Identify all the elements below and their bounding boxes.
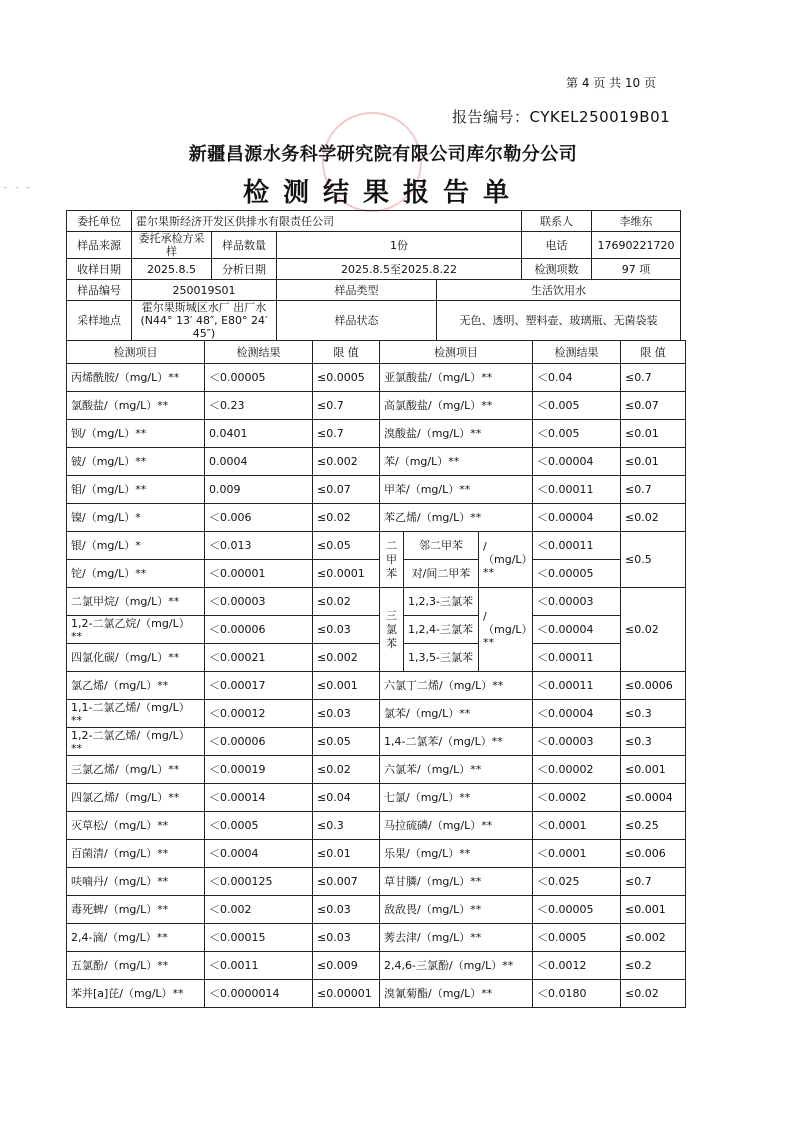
right-result: ＜0.00003 — [533, 728, 621, 756]
left-item: 钼/（mg/L）** — [67, 476, 205, 504]
right-limit: ≤0.001 — [621, 896, 686, 924]
left-limit: ≤0.05 — [313, 532, 380, 560]
left-limit: ≤0.02 — [313, 504, 380, 532]
left-item: 氯酸盐/（mg/L）** — [67, 392, 205, 420]
left-result: ＜0.00021 — [205, 644, 313, 672]
right-limit: ≤0.25 — [621, 812, 686, 840]
source-value: 委托承检方采样 — [132, 232, 212, 259]
left-limit: ≤0.002 — [313, 448, 380, 476]
left-result: ＜0.00005 — [205, 364, 313, 392]
org-name: 新疆昌源水务科学研究院有限公司库尔勒分公司 — [188, 144, 578, 165]
left-result: ＜0.00017 — [205, 672, 313, 700]
tcb-item: 1,2,4-三氯苯 — [404, 616, 479, 644]
qty-label: 样品数量 — [212, 232, 277, 259]
tcb-item: 1,3,5-三氯苯 — [404, 644, 479, 672]
left-item: 五氯酚/（mg/L）** — [67, 952, 205, 980]
type-value: 生活饮用水 — [437, 280, 681, 301]
right-item: 马拉硫磷/（mg/L）** — [380, 812, 533, 840]
left-item: 1,2-二氯乙烷/（mg/L）** — [67, 616, 205, 644]
right-result: ＜0.005 — [533, 420, 621, 448]
right-result: ＜0.0005 — [533, 924, 621, 952]
right-limit: ≤0.7 — [621, 364, 686, 392]
sampleno-value: 250019S01 — [132, 280, 277, 301]
phone-value: 17690221720 — [592, 232, 681, 259]
right-limit: ≤0.3 — [621, 700, 686, 728]
state-label: 样品状态 — [277, 301, 437, 341]
right-result: ＜0.00005 — [533, 896, 621, 924]
xylene-item: 对/间二甲苯 — [404, 560, 479, 588]
col-item-header: 检测项目 — [67, 341, 205, 364]
left-item: 四氯乙烯/（mg/L）** — [67, 784, 205, 812]
right-result: ＜0.0002 — [533, 784, 621, 812]
right-result: ＜0.005 — [533, 392, 621, 420]
table-row — [67, 560, 686, 588]
site-value — [132, 301, 277, 341]
left-result: ＜0.0004 — [205, 840, 313, 868]
right-limit: ≤0.002 — [621, 924, 686, 952]
table-row — [67, 952, 686, 980]
right-limit: ≤0.7 — [621, 476, 686, 504]
left-result: 0.009 — [205, 476, 313, 504]
contact-label: 联系人 — [522, 211, 592, 232]
right-item: 敌敌畏/（mg/L）** — [380, 896, 533, 924]
col-result-header: 检测结果 — [533, 341, 621, 364]
site-name: 霍尔果斯城区水厂 出厂水 — [141, 301, 267, 314]
tcb-item: 1,2,3-三氯苯 — [404, 588, 479, 616]
right-item: 莠去津/（mg/L）** — [380, 924, 533, 952]
left-limit: ≤0.009 — [313, 952, 380, 980]
left-result: ＜0.00001 — [205, 560, 313, 588]
right-limit: ≤0.02 — [621, 980, 686, 1008]
table-row — [67, 980, 686, 1008]
left-limit: ≤0.007 — [313, 868, 380, 896]
left-item: 铍/（mg/L）** — [67, 448, 205, 476]
left-result: 0.0004 — [205, 448, 313, 476]
col-limit-header: 限 值 — [313, 341, 380, 364]
client-value: 霍尔果斯经济开发区供排水有限责任公司 — [132, 211, 522, 232]
right-item: 溴氰菊酯/（mg/L）** — [380, 980, 533, 1008]
right-result: ＜0.00011 — [533, 672, 621, 700]
right-limit: ≤0.7 — [621, 868, 686, 896]
analysis-label: 分析日期 — [212, 259, 277, 280]
left-item: 四氯化碳/（mg/L）** — [67, 644, 205, 672]
left-item: 呋喃丹/（mg/L）** — [67, 868, 205, 896]
right-limit: ≤0.07 — [621, 392, 686, 420]
left-result: ＜0.00003 — [205, 588, 313, 616]
left-limit: ≤0.7 — [313, 392, 380, 420]
table-row — [67, 868, 686, 896]
right-limit: ≤0.02 — [621, 504, 686, 532]
left-limit: ≤0.0005 — [313, 364, 380, 392]
left-result: ＜0.00006 — [205, 616, 313, 644]
items-label: 检测项数 — [522, 259, 592, 280]
site-coords: (N44° 13′ 48″, E80° 24′ 45″) — [140, 314, 268, 340]
left-limit: ≤0.03 — [313, 616, 380, 644]
left-limit: ≤0.03 — [313, 700, 380, 728]
right-limit: ≤0.01 — [621, 448, 686, 476]
report-number: 报告编号：CYKEL250019B01 — [452, 108, 671, 126]
left-item: 钡/（mg/L）** — [67, 420, 205, 448]
client-label: 委托单位 — [67, 211, 132, 232]
right-result: ＜0.00004 — [533, 700, 621, 728]
right-limit: ≤0.006 — [621, 840, 686, 868]
table-row — [67, 420, 686, 448]
table-row — [67, 588, 686, 616]
right-item: 六氯苯/（mg/L）** — [380, 756, 533, 784]
right-item: 苯/（mg/L）** — [380, 448, 533, 476]
left-limit: ≤0.07 — [313, 476, 380, 504]
left-result: ＜0.0000014 — [205, 980, 313, 1008]
left-item: 二氯甲烷/（mg/L）** — [67, 588, 205, 616]
table-row — [67, 784, 686, 812]
table-row — [67, 504, 686, 532]
left-result: ＜0.00006 — [205, 728, 313, 756]
xylene-limit: ≤0.5 — [621, 532, 686, 588]
right-item: 氯苯/（mg/L）** — [380, 700, 533, 728]
xylene-group-label: 二 甲 苯 — [380, 532, 404, 588]
right-result: ＜0.0180 — [533, 980, 621, 1008]
left-item: 三氯乙烯/（mg/L）** — [67, 756, 205, 784]
table-row — [67, 476, 686, 504]
table-row — [67, 364, 686, 392]
right-result: ＜0.04 — [533, 364, 621, 392]
left-result: ＜0.013 — [205, 532, 313, 560]
xylene-unit: /（mg/L）** — [479, 532, 533, 588]
left-limit: ≤0.0001 — [313, 560, 380, 588]
right-result: ＜0.0012 — [533, 952, 621, 980]
left-item: 百菌清/（mg/L）** — [67, 840, 205, 868]
right-item: 草甘膦/（mg/L）** — [380, 868, 533, 896]
left-limit: ≤0.002 — [313, 644, 380, 672]
right-item: 亚氯酸盐/（mg/L）** — [380, 364, 533, 392]
right-result: ＜0.00011 — [533, 476, 621, 504]
tcb-result: ＜0.00011 — [533, 644, 621, 672]
contact-value: 李维东 — [592, 211, 681, 232]
right-result: ＜0.00004 — [533, 504, 621, 532]
table-row — [67, 341, 686, 364]
right-result: ＜0.00002 — [533, 756, 621, 784]
table-row — [67, 924, 686, 952]
table-row — [67, 840, 686, 868]
left-result: ＜0.0005 — [205, 812, 313, 840]
right-limit: ≤0.0004 — [621, 784, 686, 812]
col-result-header: 检测结果 — [205, 341, 313, 364]
xylene-item: 邻二甲苯 — [404, 532, 479, 560]
right-item: 甲苯/（mg/L）** — [380, 476, 533, 504]
phone-label: 电话 — [522, 232, 592, 259]
left-item: 银/（mg/L）* — [67, 532, 205, 560]
table-row — [67, 756, 686, 784]
left-limit: ≤0.04 — [313, 784, 380, 812]
tcb-limit: ≤0.02 — [621, 588, 686, 672]
left-item: 镍/（mg/L）* — [67, 504, 205, 532]
left-item: 1,2-二氯乙烯/（mg/L）** — [67, 728, 205, 756]
source-label: 样品来源 — [67, 232, 132, 259]
left-item: 铊/（mg/L）** — [67, 560, 205, 588]
table-row — [67, 672, 686, 700]
right-item: 溴酸盐/（mg/L）** — [380, 420, 533, 448]
recv-label: 收样日期 — [67, 259, 132, 280]
xylene-result: ＜0.00011 — [533, 532, 621, 560]
page-number: 第 4 页 共 10 页 — [566, 76, 656, 90]
left-limit: ≤0.02 — [313, 756, 380, 784]
tcb-group-label: 三 氯 苯 — [380, 588, 404, 672]
left-result: ＜0.000125 — [205, 868, 313, 896]
right-limit: ≤0.0006 — [621, 672, 686, 700]
right-result: ＜0.0001 — [533, 840, 621, 868]
col-item-header: 检测项目 — [380, 341, 533, 364]
right-item: 苯乙烯/（mg/L）** — [380, 504, 533, 532]
items-value: 97 项 — [592, 259, 681, 280]
tcb-result: ＜0.00003 — [533, 588, 621, 616]
right-item: 1,4-二氯苯/（mg/L）** — [380, 728, 533, 756]
left-item: 丙烯酰胺/（mg/L）** — [67, 364, 205, 392]
left-limit: ≤0.02 — [313, 588, 380, 616]
left-result: ＜0.23 — [205, 392, 313, 420]
col-limit-header: 限 值 — [621, 341, 686, 364]
left-limit: ≤0.00001 — [313, 980, 380, 1008]
tcb-unit: /（mg/L）** — [479, 588, 533, 672]
sampleno-label: 样品编号 — [67, 280, 132, 301]
table-row — [67, 616, 686, 644]
left-result: ＜0.00015 — [205, 924, 313, 952]
right-item: 七氯/（mg/L）** — [380, 784, 533, 812]
left-limit: ≤0.01 — [313, 840, 380, 868]
left-result: ＜0.0011 — [205, 952, 313, 980]
table-row — [67, 896, 686, 924]
table-row — [67, 700, 686, 728]
right-result: ＜0.00004 — [533, 448, 621, 476]
analysis-value: 2025.8.5至2025.8.22 — [277, 259, 522, 280]
xylene-result: ＜0.00005 — [533, 560, 621, 588]
left-limit: ≤0.7 — [313, 420, 380, 448]
right-limit: ≤0.2 — [621, 952, 686, 980]
left-result: 0.0401 — [205, 420, 313, 448]
left-result: ＜0.002 — [205, 896, 313, 924]
table-row — [67, 532, 686, 560]
table-row — [67, 392, 686, 420]
qty-value: 1份 — [277, 232, 522, 259]
table-row — [67, 728, 686, 756]
table-row — [67, 644, 686, 672]
right-item: 2,4,6-三氯酚/（mg/L）** — [380, 952, 533, 980]
right-result: ＜0.0001 — [533, 812, 621, 840]
left-item: 氯乙烯/（mg/L）** — [67, 672, 205, 700]
left-result: ＜0.00014 — [205, 784, 313, 812]
site-label: 采样地点 — [67, 301, 132, 341]
left-result: ＜0.006 — [205, 504, 313, 532]
left-result: ＜0.00012 — [205, 700, 313, 728]
right-item: 六氯丁二烯/（mg/L）** — [380, 672, 533, 700]
tcb-result: ＜0.00004 — [533, 616, 621, 644]
left-item: 灭草松/（mg/L）** — [67, 812, 205, 840]
left-item: 2,4-滴/（mg/L）** — [67, 924, 205, 952]
right-limit: ≤0.3 — [621, 728, 686, 756]
state-value: 无色、透明、塑料壶、玻璃瓶、无菌袋装 — [437, 301, 681, 341]
report-title: 检测结果报告单 — [242, 178, 523, 208]
right-result: ＜0.025 — [533, 868, 621, 896]
type-label: 样品类型 — [277, 280, 437, 301]
results-table — [66, 340, 686, 1008]
table-row — [67, 448, 686, 476]
right-limit: ≤0.01 — [621, 420, 686, 448]
left-item: 毒死蜱/（mg/L）** — [67, 896, 205, 924]
right-item: 高氯酸盐/（mg/L）** — [380, 392, 533, 420]
left-limit: ≤0.05 — [313, 728, 380, 756]
scan-specks: - - - — [4, 183, 33, 192]
left-limit: ≤0.001 — [313, 672, 380, 700]
right-limit: ≤0.001 — [621, 756, 686, 784]
left-limit: ≤0.03 — [313, 896, 380, 924]
table-row — [67, 812, 686, 840]
left-result: ＜0.00019 — [205, 756, 313, 784]
left-item: 苯并[a]芘/（mg/L）** — [67, 980, 205, 1008]
left-item: 1,1-二氯乙烯/（mg/L）** — [67, 700, 205, 728]
left-limit: ≤0.03 — [313, 924, 380, 952]
left-limit: ≤0.3 — [313, 812, 380, 840]
sample-info-table — [66, 210, 681, 341]
right-item: 乐果/（mg/L）** — [380, 840, 533, 868]
recv-value: 2025.8.5 — [132, 259, 212, 280]
